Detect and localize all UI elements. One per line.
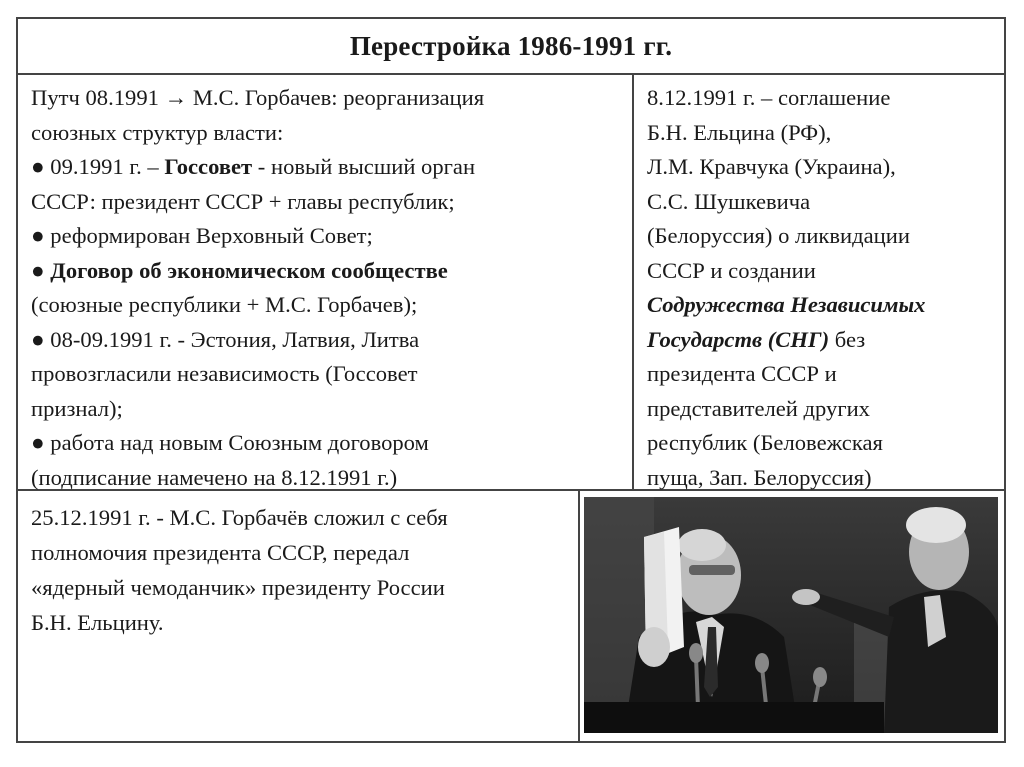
cis-term: Государств (СНГ)	[647, 326, 830, 352]
text-line: пуща, Зап. Белоруссия)	[647, 464, 872, 490]
text-line: ● реформирован Верховный Совет;	[31, 223, 373, 248]
text-line: полномочия президента СССР, передал	[31, 540, 410, 565]
text-line: (Белоруссия) о ликвидации	[647, 223, 910, 248]
text-line: СССР: президент СССР + главы республик;	[31, 188, 455, 214]
text-line: представителей других	[647, 395, 870, 421]
cell-belovezha-accords	[634, 73, 1004, 491]
text-line: ● работа над новым Союзным договором	[31, 430, 429, 455]
text-line: провозгласили независимость (Госсовет	[31, 361, 418, 386]
text-line: союзных структур власти:	[31, 119, 284, 145]
gossovet-term: Госсовет	[164, 154, 253, 179]
text-line: ● 08-09.1991 г. - Эстония, Латвия, Литва	[31, 326, 420, 352]
text-line: президента СССР и	[647, 361, 837, 386]
text-line: 25.12.1991 г. - М.С. Горбачёв сложил с себя	[31, 505, 448, 530]
text-line: Путч 08.1991 → М.С. Горбачев: реорганизация	[31, 85, 485, 110]
text-line: республик (Беловежская	[647, 430, 883, 455]
text-line: (союзные республики + М.С. Горбачев);	[31, 292, 418, 317]
text-line: Б.Н. Ельцину.	[31, 610, 164, 635]
text-line: СССР и создании	[647, 257, 816, 283]
historical-photo	[584, 497, 998, 733]
text-line: Б.Н. Ельцина (РФ),	[647, 119, 832, 145]
cell-putsch-events	[18, 73, 634, 491]
table-frame	[16, 17, 1006, 743]
cell-resignation	[18, 491, 580, 741]
cis-term: Содружества Независимых	[647, 292, 926, 317]
text-line: (подписание намечено на 8.12.1991 г.)	[31, 464, 398, 490]
text-line: признал);	[31, 395, 123, 421]
table-title: Перестройка 1986-1991 гг.	[18, 19, 1004, 75]
text-line: 8.12.1991 г. – соглашение	[647, 85, 891, 110]
text-line: Л.М. Кравчука (Украина),	[647, 154, 896, 179]
text-line: Государств (СНГ) без	[647, 326, 866, 352]
economic-treaty-line: ● Договор об экономическом сообществе	[31, 257, 448, 283]
photo-illustration	[584, 497, 998, 733]
text-line: С.С. Шушкевича	[647, 188, 811, 214]
text-line: «ядерный чемоданчик» президенту России	[31, 575, 445, 600]
text-line: ● 09.1991 г. – Госсовет - новый высший орган	[31, 154, 476, 179]
